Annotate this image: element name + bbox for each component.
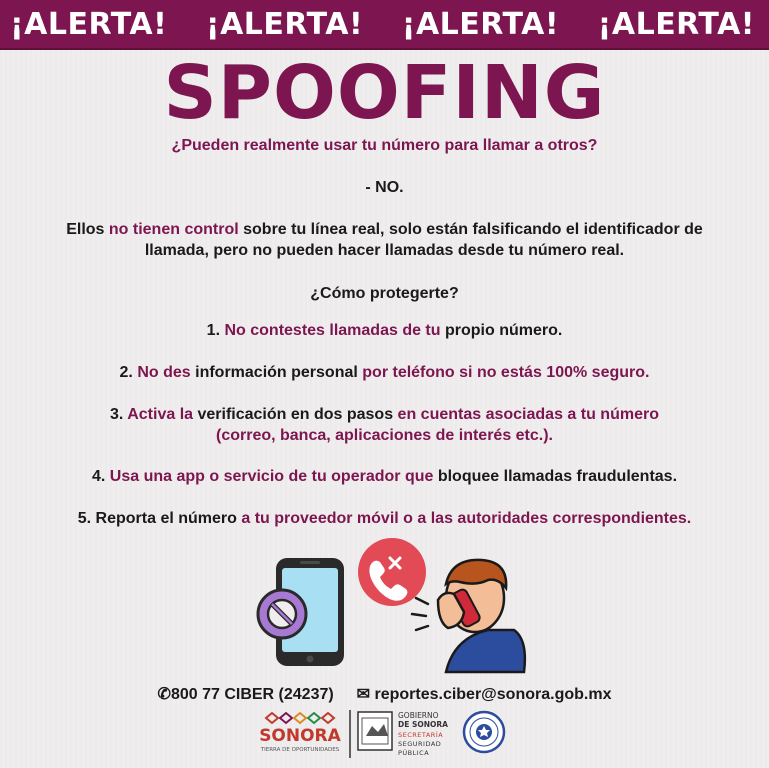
blocked-call-icon (358, 538, 426, 606)
alert-label: ¡ALERTA! (401, 6, 560, 42)
answer-text: - NO. (365, 179, 404, 196)
page-title: SPOOFING (163, 50, 606, 136)
tip-4: 4. Usa una app o servicio de tu operador que bloquee llamadas fraudulentas. (91, 468, 678, 485)
spoofing-illustration (240, 536, 540, 676)
sonora-logo (259, 713, 341, 753)
tip-5: 5. Reporta el número a tu proveedor móvil o a las autoridades correspondientes. (77, 510, 692, 527)
tip-3: 3. Activa la verificación en dos pasos en cuentas asociadas a tu número (110, 406, 659, 423)
svg-text:SONORA: SONORA (259, 726, 341, 746)
svg-text:DE SONORA: DE SONORA (398, 720, 448, 729)
institution-logos (0, 708, 769, 766)
svg-text:SEGURIDAD: SEGURIDAD (398, 740, 442, 748)
alert-label: ¡ALERTA! (597, 6, 755, 42)
svg-text:TIERRA DE OPORTUNIDADES: TIERRA DE OPORTUNIDADES (260, 747, 340, 753)
contact-info (0, 684, 769, 704)
alert-banner (0, 0, 769, 50)
phone-number[interactable]: 800 77 CIBER (24237) (170, 686, 334, 703)
alert-label: ¡ALERTA! (10, 6, 168, 42)
tip-1: 1. No contestes llamadas de tu propio número. (206, 322, 563, 339)
secretaria-logo (398, 711, 448, 757)
email-address[interactable]: reportes.ciber@sonora.gob.mx (374, 686, 612, 703)
question-text: ¿Pueden realmente usar tu número para llamar a otros? (171, 137, 598, 154)
explain-line-1: Ellos no tienen control sobre tu línea real, solo están falsificando el identificador de (66, 221, 703, 238)
alert-label: ¡ALERTA! (205, 6, 364, 42)
cyber-police-badge-icon (464, 712, 504, 752)
svg-text:PÚBLICA: PÚBLICA (398, 749, 430, 757)
email-icon: ✉ (356, 686, 371, 703)
government-seal-icon (358, 712, 392, 750)
person-on-phone-icon (412, 560, 525, 672)
tip-2: 2. No des información personal por teléfono si no estás 100% seguro. (119, 364, 650, 381)
tip-3-continuation: (correo, banca, aplicaciones de interés etc.). (215, 427, 553, 444)
explain-line-2: llamada, pero no pueden hacer llamadas desde tu número real. (144, 242, 625, 259)
svg-text:SECRETARÍA: SECRETARÍA (398, 731, 444, 739)
phone-icon: ✆ (157, 686, 171, 703)
svg-text:GOBIERNO: GOBIERNO (398, 711, 439, 720)
protect-heading: ¿Cómo protegerte? (310, 285, 459, 302)
prohibited-icon (258, 590, 306, 638)
